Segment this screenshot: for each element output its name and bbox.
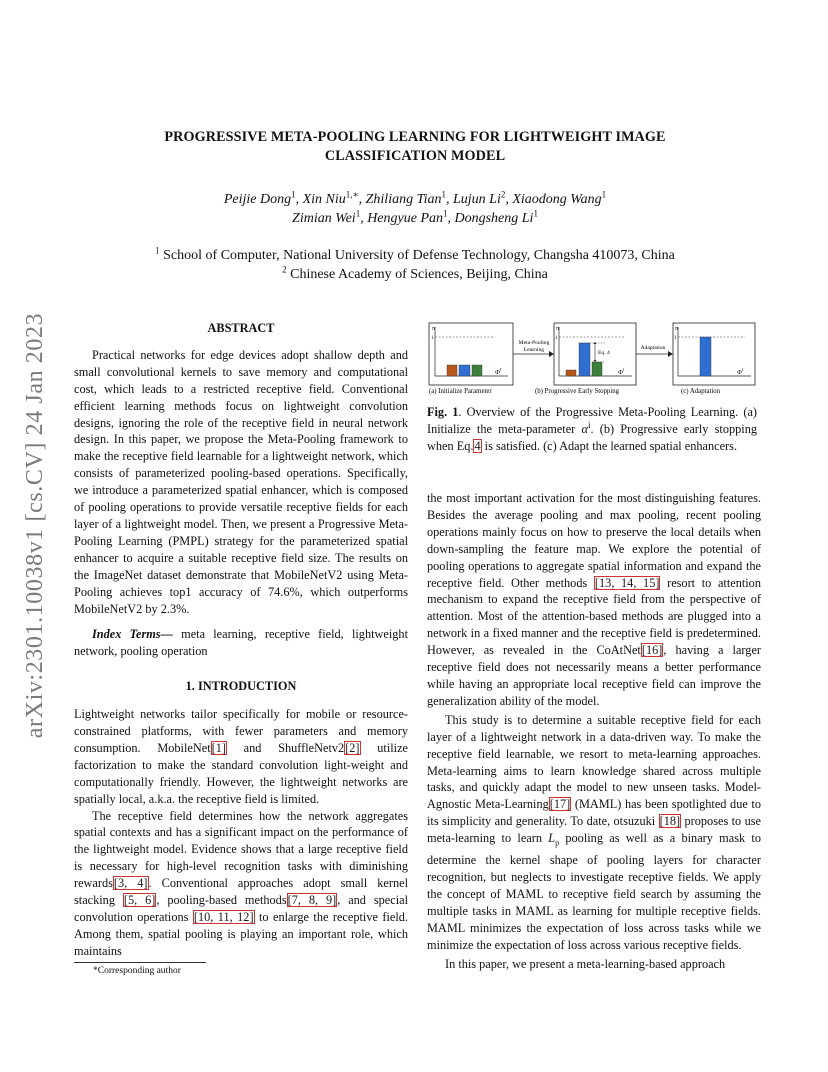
author-name: Zhiliang Tian xyxy=(365,192,442,207)
abstract-body: Practical networks for edge devices adopt shallow depth and small convolutional kernels to save memory and computational cost, which leads to a restricted receptive field. Conventional efficient learning methods focus on lightweight convolution designs, ignoring the role of the receptive field in neural network design. In this paper, we propose the Meta-Pooling framework to make the receptive field learnable for a lightweight network, which consists of parameterized pooling-based operations. Specifically, we introduce a parameterized spatial enhancer, which is composed of pooling operations to provide versatile receptive fields for each layer of a lightweight model. Then, we present a Progressive Meta-Pooling Learning (PMPL) strategy for the parameterized spatial enhancer to acquire a suitable receptive field size. The results on the ImageNet dataset demonstrate that MobileNetV2 using Meta-Pooling achieves top1 accuracy of 74.6%, which outperforms MobileNetV2 by 2.3%. xyxy=(74,347,408,616)
affiliation-2: $^2$ Chinese Academy of Sciences, Beijing, China xyxy=(282,264,548,282)
citation-link[interactable]: [13, 14, 15] xyxy=(594,575,660,590)
citation-link[interactable]: [10, 11, 12] xyxy=(193,910,254,924)
arrow-label-meta-pooling: Meta-Pooling xyxy=(518,340,550,346)
introduction-paragraph-1: Lightweight networks tailor specifically for mobile or resource-constrained platforms, with fewer parameters and memory consumption. MobileNet[1] and ShuffleNetv2[2] utilize factorization to make the standard convolution light-weight and computationally friendly. However, the lightweight networks are spatially local, a.k.a. the receptive field is limited. xyxy=(74,707,408,806)
introduction-paragraph-2: The receptive field determines how the network aggregates spatial contexts and has a significant impact on the performance of the lightweight model. Evidence shows that a large receptive field is necessary for high-level recognition tasks with diminishing rewards[3, 4]. Conventional approaches adopt small kernel stacking [5, 6], pooling-based methods[7, 8, 9], and special convolution operations [10, 11, 12] to enlarge the receptive field. Among them, spatial pooling is playing an important role, which maintains xyxy=(74,808,409,958)
author-affiliation-mark: 1 xyxy=(291,189,296,200)
affiliation-1: $^1$ School of Computer, National University of Defense Technology, Changsha 410073, China xyxy=(155,245,675,263)
panel-a-bar-green xyxy=(472,365,482,376)
author-line-2: Zimian Wei$^1$, Hengyue Pan$^1$, Dongsheng Li$^1$ xyxy=(292,208,538,226)
panel-b-eq-label: Eq. 4 xyxy=(598,350,610,356)
author-name: Zimian Wei xyxy=(292,211,356,226)
panel-a-x-label: $\Phi^l$ xyxy=(495,367,502,376)
author-name: Xiaodong Wang xyxy=(512,192,602,207)
panel-b-bar-green xyxy=(592,362,602,376)
arrow-label-adaptation: Adaptation xyxy=(640,345,666,351)
author-affiliation-mark: 2 xyxy=(500,189,506,200)
panel-c-bar-blue xyxy=(700,337,711,376)
author-name: Lujun Li xyxy=(452,192,501,207)
citation-link[interactable]: [2] xyxy=(345,740,360,755)
author-affiliation-mark: 1 xyxy=(355,208,361,219)
abstract-heading: ABSTRACT xyxy=(207,321,275,335)
figure-caption: Fig. 1. Overview of the Progressive Meta-Pooling Learning. (a) Initialize the meta-parameter $\alpha^i$. (b) Progressive early stopping when Eq.4 is satisfied. (c) Adapt the learned spatial enhancers. xyxy=(427,405,758,453)
title-line-2: CLASSIFICATION MODEL xyxy=(324,148,506,164)
math-symbol: L xyxy=(548,831,556,846)
panel-a-y-tick: 1 xyxy=(431,336,434,341)
index-terms-text: meta learning, receptive field, lightweight network, pooling operation xyxy=(74,627,408,659)
citation-link[interactable]: [16] xyxy=(641,643,663,658)
panel-b-bar-blue xyxy=(579,343,590,376)
arxiv-identifier: arXiv:2301.10038v1 [cs.CV] 24 Jan 2023 xyxy=(22,312,49,738)
author-line-1: Peijie Dong$^1$, Xin Niu$^{1,∗}$, Zhiliang Tian$^1$, Lujun Li$^2$, Xiaodong Wang$^1$ xyxy=(223,189,607,207)
panel-b-y-tick: 1 xyxy=(555,336,558,341)
figure-label: Fig. 1 xyxy=(427,405,459,419)
panel-b-caption: (b) Progressive Early Stopping xyxy=(535,388,620,395)
panel-a-y-label: π xyxy=(432,326,436,332)
right-column xyxy=(427,490,761,973)
title-line-1: PROGRESSIVE META-POOLING LEARNING FOR LIGHTWEIGHT IMAGE xyxy=(164,129,666,145)
author-name: Peijie Dong xyxy=(223,192,292,207)
panel-b-x-label: $\Phi^l$ xyxy=(618,367,625,376)
citation-link[interactable]: [18] xyxy=(659,814,681,829)
citation-link[interactable]: [1] xyxy=(211,740,226,755)
arrow-label-learning: Learning xyxy=(523,347,545,353)
panel-b-bar-orange xyxy=(566,370,576,376)
panel-c-caption: (c) Adaptation xyxy=(681,388,721,395)
panel-a-bar-blue xyxy=(459,365,470,376)
panel-c-y-label: π xyxy=(675,326,679,332)
author-affiliation-mark: 1,∗ xyxy=(345,189,359,200)
paper-title xyxy=(100,128,730,166)
author-affiliation-mark: 1 xyxy=(441,189,446,200)
introduction-heading: 1. INTRODUCTION xyxy=(185,679,297,694)
footnote: *Corresponding author xyxy=(93,966,181,976)
author-list xyxy=(100,190,730,228)
footnote-rule xyxy=(74,962,206,963)
author-name: Dongsheng Li xyxy=(454,211,534,226)
author-affiliation-mark: 1 xyxy=(443,208,448,219)
figure-1 xyxy=(425,318,761,404)
panel-b-gap-arrow-down xyxy=(594,360,597,362)
citation-link[interactable]: [3, 4] xyxy=(113,876,148,891)
right-paragraph-1: the most important activation for the most distinguishing features. Besides the average pooling and max pooling, recent pooling operations mainly focus on how to preserve the local details when down-sampling the feature map. We explore the potential of pooling operations to aggregate spatial information and expand the receptive field. Other methods [13, 14, 15] resort to attention mechanism to expand the receptive field from the perspective of attention. Most of the attention-based methods are plugged into a network in a fixed manner and the receptive field is predetermined. However, as revealed in the CoAtNet[16], having a larger receptive field does not necessarily means a better performance while having an appropriate local receptive field can improve the generalization ability of the model. xyxy=(427,491,762,708)
author-name: Xin Niu xyxy=(302,192,346,207)
panel-a-caption: (a) Initialize Parameter xyxy=(429,388,492,395)
right-paragraph-3: In this paper, we present a meta-learning-based approach xyxy=(445,956,726,971)
affiliations xyxy=(100,246,730,284)
arrow-adaptation-head xyxy=(668,351,673,357)
right-paragraph-2: This study is to determine a suitable receptive field for each layer of a lightweight network in a data-driven way. To make the receptive field learnable, we resort to meta-learning approaches. Meta-learning aims to learn knowledge shared across multiple tasks, and quickly adapt the model to new unseen tasks. Model-Agnostic Meta-Learning[17] (MAML) has been spotlighted due to its simplicity and generality. To date, otsuzuki [18] proposes to use meta-learning to learn $L_p$ pooling as well as a binary mask to determine the kernel shape of pooling layers for character recognition, but neglects to investigate receptive fields. We apply the concept of MAML to receptive field search by assuming the multiple tasks in MAML as learning for multiple receptive fields. MAML minimizes the expectation of loss across tasks while we minimize the expectation of loss across various receptive fields. xyxy=(427,712,761,953)
panel-a-bar-orange xyxy=(447,365,457,376)
panel-b-y-label: π xyxy=(556,326,560,332)
author-name: Hengyue Pan xyxy=(367,211,443,226)
index-terms-label: Index Terms— xyxy=(92,627,173,642)
citation-link[interactable]: [17] xyxy=(549,797,571,812)
panel-c-x-label: $\Phi^l$ xyxy=(737,367,744,376)
author-affiliation-mark: 1 xyxy=(533,208,538,219)
panel-c-y-tick: 1 xyxy=(674,336,677,341)
arrow-meta-pooling-head xyxy=(549,351,554,357)
equation-link[interactable]: 4 xyxy=(474,438,481,453)
citation-link[interactable]: [7, 8, 9] xyxy=(287,893,337,908)
citation-link[interactable]: [5, 6] xyxy=(123,893,156,908)
author-affiliation-mark: 1 xyxy=(601,189,607,200)
index-terms xyxy=(74,626,408,660)
left-column xyxy=(74,320,408,960)
